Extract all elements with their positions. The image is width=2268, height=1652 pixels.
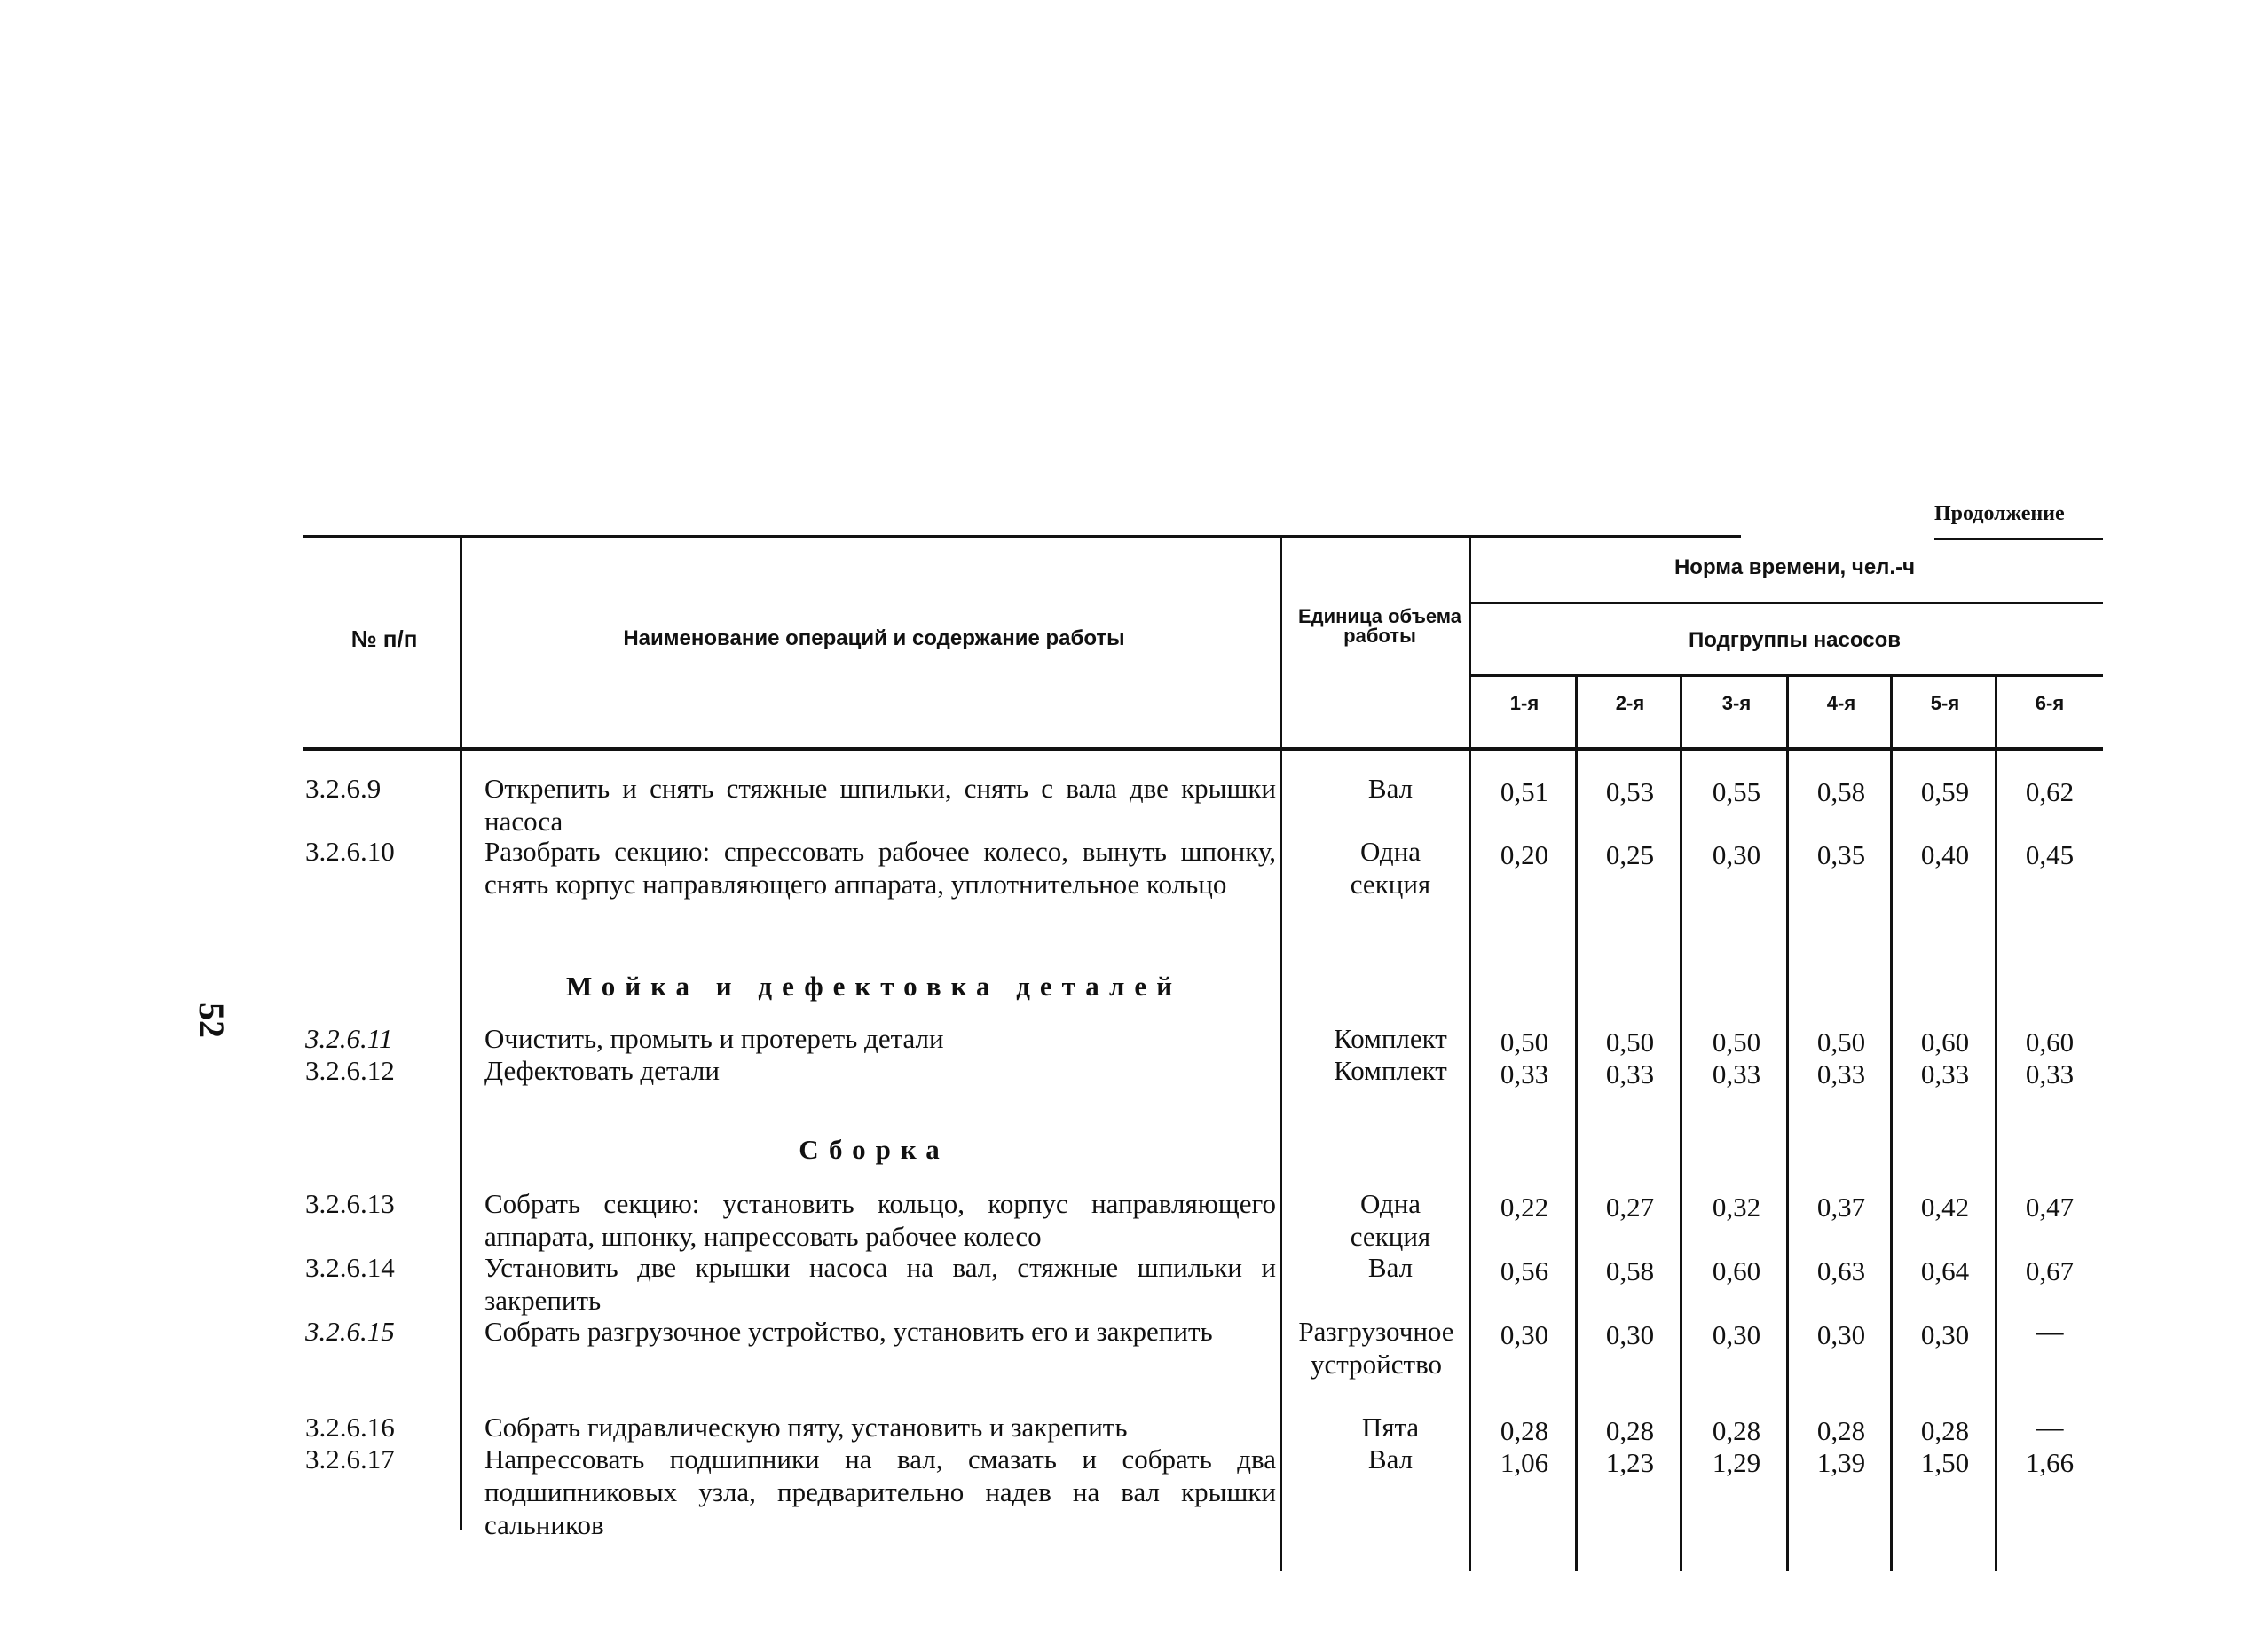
row-number: 3.2.6.17 — [305, 1444, 395, 1475]
row-value: 0,30 — [1816, 1319, 1866, 1350]
row-value: 0,55 — [1712, 776, 1761, 807]
row-value: 1,29 — [1712, 1447, 1761, 1478]
header-col-6: 6-я — [2035, 692, 2065, 714]
row-value: 0,30 — [1712, 1319, 1761, 1350]
row-value: 0,28 — [1920, 1415, 1970, 1446]
row-name: Собрать гидравлическую пяту, установить и закрепить — [484, 1412, 1128, 1443]
row-unit: Комплект — [1334, 1023, 1447, 1054]
section-title-assembly: Сборка — [799, 1134, 949, 1165]
row-value: 0,58 — [1816, 776, 1866, 807]
row-value: 0,50 — [1500, 1027, 1549, 1058]
row-name: Установить две крышки насоса на вал, стяжные шпильки и закрепить — [484, 1252, 1276, 1316]
row-value: 0,33 — [1712, 1058, 1761, 1090]
row-number: 3.2.6.14 — [305, 1252, 395, 1283]
row-value: 0,37 — [1816, 1192, 1866, 1223]
row-value: — — [2036, 1316, 2064, 1347]
row-unit: Комплект — [1334, 1055, 1447, 1086]
row-unit: Разгрузочное устройство — [1298, 1316, 1454, 1380]
row-value: 0,60 — [1712, 1255, 1761, 1286]
header-col-1: 1-я — [1509, 692, 1540, 714]
row-value: 0,58 — [1605, 1255, 1655, 1286]
row-value: 0,59 — [1920, 776, 1970, 807]
row-value: 0,27 — [1605, 1192, 1655, 1223]
row-number: 3.2.6.11 — [305, 1023, 393, 1054]
row-unit: Вал — [1367, 1444, 1414, 1475]
page-number: 52 — [192, 1003, 232, 1038]
continuation-label: Продолжение — [1934, 502, 2065, 525]
row-value: 0,33 — [1816, 1058, 1866, 1090]
row-value: 0,30 — [1500, 1319, 1549, 1350]
row-value: 0,35 — [1816, 839, 1866, 870]
row-value: 1,06 — [1500, 1447, 1549, 1478]
row-value: 0,50 — [1605, 1027, 1655, 1058]
row-unit: Пята — [1361, 1412, 1420, 1443]
row-value: — — [2036, 1412, 2064, 1443]
row-value: 0,30 — [1605, 1319, 1655, 1350]
header-col-5: 5-я — [1930, 692, 1960, 714]
row-number: 3.2.6.13 — [305, 1188, 395, 1219]
row-value: 0,67 — [2025, 1255, 2075, 1286]
row-unit: Вал — [1367, 773, 1414, 804]
row-value: 0,28 — [1605, 1415, 1655, 1446]
row-value: 0,33 — [1605, 1058, 1655, 1090]
header-subgroups: Подгруппы насосов — [1689, 628, 1901, 652]
section-title-washing: Мойка и дефектовка деталей — [565, 971, 1183, 1002]
row-value: 1,66 — [2025, 1447, 2075, 1478]
row-value: 0,33 — [2025, 1058, 2075, 1090]
row-name: Разобрать секцию: спрессовать рабочее колесо, вынуть шпонку, снять корпус направляющего аппарата, уплотнительное кольцо — [484, 836, 1276, 900]
row-value: 0,28 — [1816, 1415, 1866, 1446]
row-unit: Вал — [1367, 1252, 1414, 1283]
row-value: 0,30 — [1920, 1319, 1970, 1350]
row-value: 0,28 — [1712, 1415, 1761, 1446]
row-value: 0,50 — [1712, 1027, 1761, 1058]
header-name: Наименование операций и содержание работы — [623, 626, 1125, 650]
row-name: Очистить, промыть и протереть детали — [484, 1023, 944, 1054]
row-number: 3.2.6.15 — [305, 1316, 395, 1347]
row-value: 0,62 — [2025, 776, 2075, 807]
header-num: № п/п — [350, 625, 418, 652]
row-value: 0,42 — [1920, 1192, 1970, 1223]
row-value: 0,32 — [1712, 1192, 1761, 1223]
row-value: 0,45 — [2025, 839, 2075, 870]
row-value: 0,40 — [1920, 839, 1970, 870]
header-unit: Единица объема работы — [1297, 605, 1462, 647]
row-value: 1,39 — [1816, 1447, 1866, 1478]
row-value: 0,60 — [1920, 1027, 1970, 1058]
header-col-2: 2-я — [1615, 692, 1645, 714]
row-value: 0,60 — [2025, 1027, 2075, 1058]
row-value: 0,56 — [1500, 1255, 1549, 1286]
row-unit: Одна секция — [1350, 1188, 1431, 1252]
row-value: 0,50 — [1816, 1027, 1866, 1058]
row-value: 1,23 — [1605, 1447, 1655, 1478]
row-value: 0,28 — [1500, 1415, 1549, 1446]
row-value: 0,51 — [1500, 776, 1549, 807]
row-value: 0,47 — [2025, 1192, 2075, 1223]
row-value: 0,63 — [1816, 1255, 1866, 1286]
row-unit: Одна секция — [1350, 836, 1431, 900]
row-value: 0,25 — [1605, 839, 1655, 870]
row-value: 0,20 — [1500, 839, 1549, 870]
row-name: Дефектовать детали — [484, 1055, 720, 1086]
row-number: 3.2.6.9 — [305, 773, 382, 804]
row-number: 3.2.6.12 — [305, 1055, 395, 1086]
header-col-3: 3-я — [1721, 692, 1752, 714]
header-col-4: 4-я — [1826, 692, 1856, 714]
row-name: Открепить и снять стяжные шпильки, снять с вала две крышки насоса — [484, 773, 1276, 837]
row-name: Собрать разгрузочное устройство, установить его и закрепить — [484, 1316, 1213, 1347]
row-value: 0,33 — [1500, 1058, 1549, 1090]
row-name: Собрать секцию: установить кольцо, корпус направляющего аппарата, шпонку, напрессовать рабочее колесо — [484, 1188, 1276, 1252]
row-value: 0,64 — [1920, 1255, 1970, 1286]
row-name: Напрессовать подшипники на вал, смазать и собрать два подшипниковых узла, предварительно надев на вал крышки сальников — [484, 1444, 1276, 1540]
row-value: 0,22 — [1500, 1192, 1549, 1223]
row-value: 0,30 — [1712, 839, 1761, 870]
row-value: 1,50 — [1920, 1447, 1970, 1478]
row-number: 3.2.6.16 — [305, 1412, 395, 1443]
header-norm: Норма времени, чел.-ч — [1673, 555, 1916, 579]
row-value: 0,33 — [1920, 1058, 1970, 1090]
row-number: 3.2.6.10 — [305, 836, 395, 867]
row-value: 0,53 — [1605, 776, 1655, 807]
